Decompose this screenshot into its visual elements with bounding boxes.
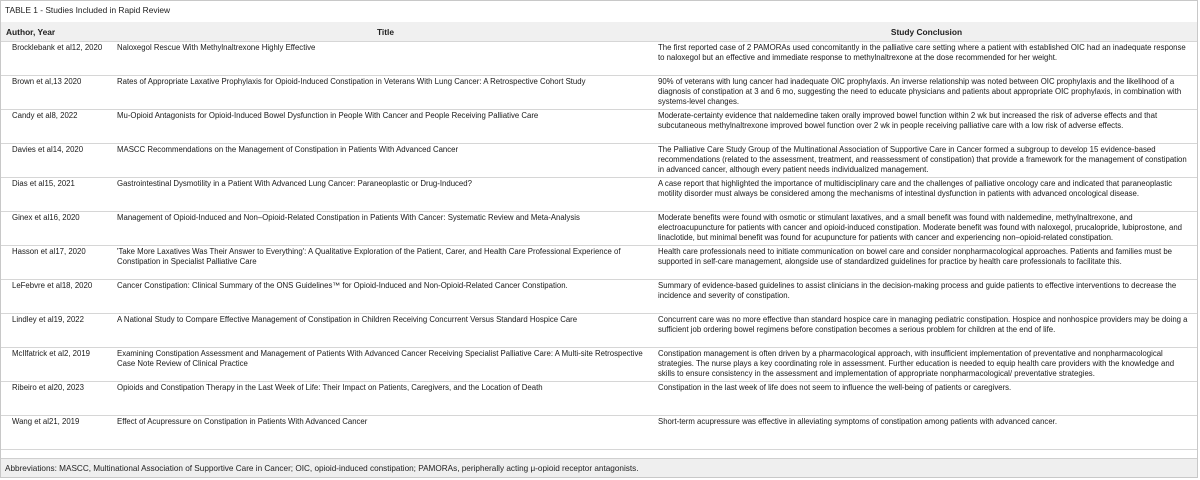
table-row: [1, 245, 1197, 279]
cell-author: Ribeiro et al20, 2023: [12, 383, 84, 392]
table-row: [1, 279, 1197, 313]
header-author: Author, Year: [6, 26, 56, 37]
cell-author: Ginex et al16, 2020: [12, 213, 80, 222]
cell-conclusion: Moderate-certainty evidence that naldemedine taken orally improved bowel function within 2 wk but increased the risk of adverse effects and that subcutaneous methylnaltrexone improved bowel function over 2 wk in people receiving palliative care with a low risk of adverse effects.: [658, 111, 1158, 130]
table-row: [1, 177, 1197, 211]
cell-conclusion: Summary of evidence-based guidelines to assist clinicians in the decision-making process and guide patients to effective interventions to decrease the incidence and severity of constipation.: [658, 281, 1177, 300]
table-row: [1, 41, 1197, 75]
table-row: [1, 347, 1197, 381]
table-row: [1, 75, 1197, 109]
cell-author: Brown et al,13 2020: [12, 77, 82, 86]
cell-conclusion: The first reported case of 2 PAMORAs used concomitantly in the palliative care setting where a patient with established OIC had an inadequate response to naloxegol but an effective and immediate response to methylnaltrexone at the dose recommended for her weight.: [658, 43, 1186, 62]
cell-conclusion: Constipation management is often driven by a pharmacological approach, with insufficient implementation of preventative and nonpharmacological strategies. The nurse plays a key coordinating role in assessment. Further education is needed to equip health care providers with the knowledge and skills to ensure consistency in the assessment and implementation of appropriate nonpharmacological/ preventative strategies.: [658, 349, 1175, 378]
cell-conclusion: Concurrent care was no more effective than standard hospice care in managing pediatric constipation. Hospice and nonhospice providers may be doing a sufficient job ordering bowel regimens before constipation becomes a serious problem for children at the end of life.: [658, 315, 1188, 334]
cell-title: Examining Constipation Assessment and Management of Patients With Advanced Cancer Receiving Specialist Palliative Care: A Multi-site Retrospective Case Note Review of Clinical Practice: [117, 349, 643, 368]
cell-conclusion: Constipation in the last week of life does not seem to influence the well-being of patients or caregivers.: [658, 383, 1012, 392]
cell-author: Candy et al8, 2022: [12, 111, 78, 120]
studies-table: [1, 22, 1197, 449]
row-divider: [1, 449, 1197, 450]
cell-author: Wang et al21, 2019: [12, 417, 80, 426]
cell-conclusion: Short-term acupressure was effective in alleviating symptoms of constipation among patients with advanced cancer.: [658, 417, 1058, 426]
table-row: [1, 211, 1197, 245]
cell-author: Dias et al15, 2021: [12, 179, 75, 188]
cell-author: Brocklebank et al12, 2020: [12, 43, 103, 52]
cell-title: Opioids and Constipation Therapy in the Last Week of Life: Their Impact on Patients, Caregivers, and the Location of Death: [117, 383, 543, 392]
cell-author: LeFebvre et al18, 2020: [12, 281, 93, 290]
cell-title: Rates of Appropriate Laxative Prophylaxis for Opioid-Induced Constipation in Veterans With Lung Cancer: A Retrospective Cohort Study: [117, 77, 586, 86]
table-caption: TABLE 1 - Studies Included in Rapid Review: [5, 5, 171, 15]
table-footnote: Abbreviations: MASCC, Multinational Association of Supportive Care in Cancer; OIC, opioid-induced constipation; PAMORAs, peripherally acting μ-opioid receptor antagonists.: [5, 464, 639, 473]
table-row: [1, 143, 1197, 177]
cell-title: Naloxegol Rescue With Methylnaltrexone Highly Effective: [117, 43, 316, 52]
cell-conclusion: The Palliative Care Study Group of the Multinational Association of Supportive Care in Cancer formed a subgroup to develop 15 evidence-based recommendations (related to the assessment, treatment, and reassessment of constipation) that provide a framework for the management of constipation in advanced cancer, although every patient needs individualized management.: [658, 145, 1187, 174]
cell-conclusion: A case report that highlighted the importance of multidisciplinary care and the challenges of palliative oncology care and indicated that paraneoplastic motility disorder must always be considered among the mechanisms of intestinal dysfunction in patients with advanced oncological disease.: [658, 179, 1173, 198]
cell-title: Management of Opioid-Induced and Non–Opioid-Related Constipation in Patients With Cancer: Systematic Review and Meta-Analysis: [117, 213, 580, 222]
cell-conclusion: Moderate benefits were found with osmotic or stimulant laxatives, and a small benefit was found with naldemedine, methylnaltrexone, and electroacupuncture for patients with cancer and opioid-induced constipation. Moderate benefit was found with naloxegol, prucalopride, lubiprostone, and linaclotide, but minimal benefit was found for acupuncture for patients with cancer and experiencing non–opioid-related constipation.: [658, 213, 1183, 242]
cell-title: 'Take More Laxatives Was Their Answer to Everything': A Qualitative Exploration of the Patient, Carer, and Health Care Professional Experience of Constipation in Specialist Palliative Care: [117, 247, 621, 266]
cell-conclusion: Health care professionals need to initiate communication on bowel care and consider nonpharmacological approaches. Patients and families must be supported in self-care management, alongside use of standardized guidelines for practice by health care professionals to facilitate this.: [658, 247, 1173, 266]
cell-author: Davies et al14, 2020: [12, 145, 84, 154]
cell-conclusion: 90% of veterans with lung cancer had inadequate OIC prophylaxis. An inverse relationship was noted between OIC prophylaxis and the likelihood of a diagnosis of constipation at 3 and 6 mo, suggesting the need to educate physicians and patients about appropriate OIC prophylaxis, in combination with systems-level changes.: [658, 77, 1182, 106]
cell-title: Cancer Constipation: Clinical Summary of the ONS Guidelines™ for Opioid-Induced and Non-Opioid-Related Cancer Constipation.: [117, 281, 568, 290]
table-row: [1, 313, 1197, 347]
cell-title: Effect of Acupressure on Constipation in Patients With Advanced Cancer: [117, 417, 368, 426]
header-conclusion: Study Conclusion: [890, 26, 963, 37]
cell-author: McIlfatrick et al2, 2019: [12, 349, 91, 358]
cell-author: Hasson et al17, 2020: [12, 247, 86, 256]
cell-title: MASCC Recommendations on the Management of Constipation in Patients With Advanced Cancer: [117, 145, 459, 154]
table-row: [1, 381, 1197, 415]
table-row: [1, 109, 1197, 143]
table-row: [1, 415, 1197, 449]
cell-title: A National Study to Compare Effective Management of Constipation in Children Receiving Concurrent Versus Standard Hospice Care: [117, 315, 578, 324]
header-title: Title: [376, 26, 395, 37]
cell-author: Lindley et al19, 2022: [12, 315, 84, 324]
cell-title: Mu-Opioid Antagonists for Opioid-Induced Bowel Dysfunction in People With Cancer and People Receiving Palliative Care: [117, 111, 539, 120]
table-header-row: [1, 22, 1197, 41]
cell-title: Gastrointestinal Dysmotility in a Patient With Advanced Lung Cancer: Paraneoplastic or Drug-Induced?: [117, 179, 472, 188]
